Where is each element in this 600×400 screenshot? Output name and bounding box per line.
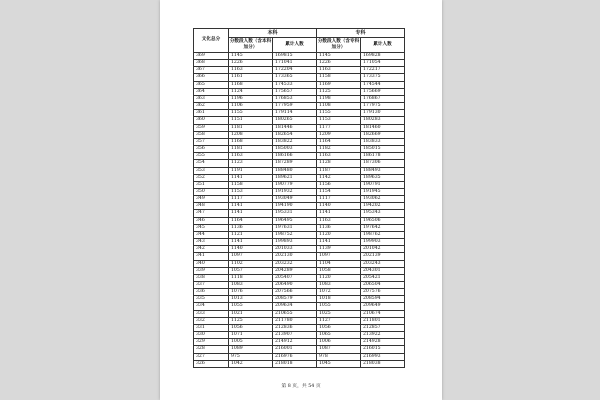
undergraduate-count-cell: 1141 — [229, 203, 273, 210]
score-cell: 337 — [194, 282, 229, 289]
junior-college-cumulative-cell: 191945 — [361, 188, 405, 195]
table-row — [194, 289, 405, 296]
junior-college-count-cell: 1128 — [317, 160, 361, 167]
score-cell: 342 — [194, 246, 229, 253]
undergraduate-cumulative-cell: 169815 — [273, 53, 317, 60]
junior-college-count-cell: 1158 — [317, 74, 361, 81]
junior-college-count-cell: 1156 — [317, 181, 361, 188]
junior-college-count-cell: 1154 — [317, 188, 361, 195]
table-row — [194, 196, 405, 203]
undergraduate-cumulative-cell: 179114 — [273, 110, 317, 117]
undergraduate-count-cell: 975 — [229, 353, 273, 360]
junior-college-cumulative-cell: 205421 — [361, 274, 405, 281]
undergraduate-cumulative-cell: 209634 — [273, 303, 317, 310]
undergraduate-cumulative-cell: 180265 — [273, 117, 317, 124]
undergraduate-cumulative-cell: 194190 — [273, 203, 317, 210]
junior-college-count-cell: 1055 — [317, 303, 361, 310]
table-row — [194, 124, 405, 131]
junior-college-count-cell: 1182 — [317, 146, 361, 153]
junior-college-count-cell: 1155 — [317, 110, 361, 117]
junior-college-cumulative-cell: 195343 — [361, 210, 405, 217]
table-row — [194, 303, 405, 310]
undergraduate-cumulative-cell: 190779 — [273, 181, 317, 188]
undergraduate-count-cell: 1155 — [229, 110, 273, 117]
score-cell: 345 — [194, 224, 229, 231]
junior-college-count-cell: 1125 — [317, 88, 361, 95]
undergraduate-cumulative-cell: 203232 — [273, 260, 317, 267]
junior-college-cumulative-cell: 214928 — [361, 339, 405, 346]
score-cell: 350 — [194, 188, 229, 195]
junior-college-cumulative-cell: 193062 — [361, 196, 405, 203]
undergraduate-count-cell: 1151 — [229, 117, 273, 124]
table-row — [194, 110, 405, 117]
junior-college-count-cell: 1198 — [317, 95, 361, 102]
junior-college-count-cell: 1083 — [317, 282, 361, 289]
score-cell: 333 — [194, 310, 229, 317]
score-cell: 328 — [194, 346, 229, 353]
table-row — [194, 210, 405, 217]
undergraduate-count-cell: 1140 — [229, 246, 273, 253]
page-number-footer: 第 8 页，共 54 页 — [281, 384, 321, 389]
table-row — [194, 138, 405, 145]
undergraduate-count-cell: 1153 — [229, 188, 273, 195]
score-cell: 335 — [194, 296, 229, 303]
score-cell: 364 — [194, 88, 229, 95]
undergraduate-cumulative-cell: 186166 — [273, 153, 317, 160]
table-row — [194, 117, 405, 124]
junior-college-count-cell: 1139 — [317, 246, 361, 253]
undergraduate-cumulative-cell: 172204 — [273, 67, 317, 74]
undergraduate-count-cell: 1191 — [229, 167, 273, 174]
undergraduate-cumulative-cell: 205407 — [273, 274, 317, 281]
junior-college-cumulative-cell: 206504 — [361, 282, 405, 289]
table-row — [194, 353, 405, 360]
junior-college-cumulative-cell: 180283 — [361, 117, 405, 124]
undergraduate-count-cell: 1141 — [229, 210, 273, 217]
junior-college-cumulative-cell: 197642 — [361, 224, 405, 231]
undergraduate-cumulative-cell: 183822 — [273, 138, 317, 145]
undergraduate-count-cell: 1057 — [229, 267, 273, 274]
undergraduate-cumulative-cell: 202130 — [273, 253, 317, 260]
score-cell: 352 — [194, 174, 229, 181]
undergraduate-count-cell: 1121 — [229, 231, 273, 238]
score-cell: 331 — [194, 324, 229, 331]
undergraduate-cumulative-cell: 218018 — [273, 360, 317, 367]
junior-college-count-cell: 1163 — [317, 217, 361, 224]
junior-college-count-cell: 1141 — [317, 239, 361, 246]
junior-college-count-cell: 1117 — [317, 196, 361, 203]
table-row — [194, 346, 405, 353]
junior-college-count-cell: 1018 — [317, 296, 361, 303]
junior-college-cumulative-cell: 218038 — [361, 360, 405, 367]
score-cell: 330 — [194, 332, 229, 339]
undergraduate-cumulative-cell: 188480 — [273, 167, 317, 174]
undergraduate-count-cell: 1181 — [229, 146, 273, 153]
undergraduate-count-cell: 1124 — [229, 88, 273, 95]
undergraduate-cumulative-cell: 181446 — [273, 124, 317, 131]
table-row — [194, 231, 405, 238]
junior-college-count-cell: 1120 — [317, 274, 361, 281]
junior-college-cumulative-cell: 208594 — [361, 296, 405, 303]
table-row — [194, 167, 405, 174]
score-cell: 355 — [194, 153, 229, 160]
undergraduate-count-cell: 1158 — [229, 181, 273, 188]
junior-college-count-cell: 1097 — [317, 253, 361, 260]
score-cell: 349 — [194, 196, 229, 203]
score-cell: 354 — [194, 160, 229, 167]
junior-college-cumulative-cell: 182669 — [361, 131, 405, 138]
undergraduate-cumulative-cell: 199893 — [273, 239, 317, 246]
table-row — [194, 160, 405, 167]
table-row — [194, 74, 405, 81]
junior-college-cumulative-cell: 216015 — [361, 346, 405, 353]
junior-college-cumulative-cell: 190791 — [361, 181, 405, 188]
undergraduate-cumulative-header: 累计人数 — [273, 38, 317, 53]
junior-college-cumulative-cell: 189635 — [361, 174, 405, 181]
undergraduate-cumulative-cell: 201033 — [273, 246, 317, 253]
junior-college-cumulative-cell: 183833 — [361, 138, 405, 145]
undergraduate-cumulative-cell: 193049 — [273, 196, 317, 203]
table-row — [194, 174, 405, 181]
junior-college-cumulative-cell: 207576 — [361, 289, 405, 296]
table-row — [194, 317, 405, 324]
score-column-header: 文化总分 — [194, 29, 229, 53]
junior-college-count-cell: 1141 — [317, 210, 361, 217]
junior-college-cumulative-cell: 196506 — [361, 217, 405, 224]
undergraduate-count-cell: 1118 — [229, 274, 273, 281]
junior-college-cumulative-cell: 194202 — [361, 203, 405, 210]
table-row — [194, 53, 405, 60]
table-row — [194, 146, 405, 153]
junior-college-cumulative-cell: 212857 — [361, 324, 405, 331]
score-cell: 340 — [194, 260, 229, 267]
score-cell: 326 — [194, 360, 229, 367]
undergraduate-count-cell: 1097 — [229, 253, 273, 260]
junior-college-cumulative-cell: 179130 — [361, 110, 405, 117]
undergraduate-cumulative-cell: 191932 — [273, 188, 317, 195]
undergraduate-count-cell: 1089 — [229, 346, 273, 353]
undergraduate-count-cell: 1123 — [229, 160, 273, 167]
score-cell: 339 — [194, 267, 229, 274]
undergraduate-count-cell: 1005 — [229, 339, 273, 346]
score-cell: 360 — [194, 117, 229, 124]
table-row — [194, 260, 405, 267]
undergraduate-cumulative-cell: 211780 — [273, 317, 317, 324]
table-row — [194, 310, 405, 317]
score-cell: 356 — [194, 146, 229, 153]
score-cell: 347 — [194, 210, 229, 217]
undergraduate-cumulative-cell: 214912 — [273, 339, 317, 346]
junior-college-cumulative-header: 累计人数 — [361, 38, 405, 53]
undergraduate-cumulative-cell: 212836 — [273, 324, 317, 331]
junior-college-cumulative-cell: 175669 — [361, 88, 405, 95]
table-row — [194, 67, 405, 74]
undergraduate-count-cell: 1136 — [229, 224, 273, 231]
junior-college-cumulative-cell: 185015 — [361, 146, 405, 153]
table-row — [194, 224, 405, 231]
document-page — [160, 0, 442, 400]
junior-college-count-cell: 1108 — [317, 103, 361, 110]
table-row — [194, 95, 405, 102]
table-row — [194, 60, 405, 67]
undergraduate-count-cell: 1021 — [229, 310, 273, 317]
table-row — [194, 253, 405, 260]
score-cell: 351 — [194, 181, 229, 188]
junior-college-count-cell: 1209 — [317, 131, 361, 138]
table-row — [194, 332, 405, 339]
undergraduate-count-cell: 1226 — [229, 60, 273, 67]
undergraduate-count-cell: 1117 — [229, 196, 273, 203]
score-cell: 367 — [194, 67, 229, 74]
junior-college-count-cell: 1072 — [317, 289, 361, 296]
junior-college-count-cell: 1056 — [317, 324, 361, 331]
score-cell: 343 — [194, 239, 229, 246]
table-row — [194, 103, 405, 110]
undergraduate-cumulative-cell: 198752 — [273, 231, 317, 238]
undergraduate-cumulative-cell: 207566 — [273, 289, 317, 296]
junior-college-count-cell: 1104 — [317, 260, 361, 267]
junior-college-count-cell: 1142 — [317, 174, 361, 181]
table-row — [194, 88, 405, 95]
table-row — [194, 81, 405, 88]
undergraduate-count-cell: 1161 — [229, 74, 273, 81]
score-cell: 357 — [194, 138, 229, 145]
table-row — [194, 217, 405, 224]
score-cell: 327 — [194, 353, 229, 360]
score-cell: 365 — [194, 81, 229, 88]
score-cell: 344 — [194, 231, 229, 238]
score-cell: 338 — [194, 274, 229, 281]
junior-college-segment-count-header: 分数段人数（含专科加分） — [317, 38, 361, 53]
table-row — [194, 246, 405, 253]
table-row — [194, 360, 405, 367]
undergraduate-count-cell: 1141 — [229, 239, 273, 246]
junior-college-cumulative-cell: 211801 — [361, 317, 405, 324]
undergraduate-cumulative-cell: 185003 — [273, 146, 317, 153]
undergraduate-cumulative-cell: 175657 — [273, 88, 317, 95]
score-cell: 336 — [194, 289, 229, 296]
junior-college-cumulative-cell: 171054 — [361, 60, 405, 67]
undergraduate-count-cell: 1076 — [229, 289, 273, 296]
undergraduate-cumulative-cell: 204289 — [273, 267, 317, 274]
junior-college-count-cell: 1045 — [317, 360, 361, 367]
table-row — [194, 296, 405, 303]
junior-college-count-cell: 1087 — [317, 346, 361, 353]
score-cell: 334 — [194, 303, 229, 310]
table-row — [194, 188, 405, 195]
table-row — [194, 339, 405, 346]
undergraduate-cumulative-cell: 197631 — [273, 224, 317, 231]
junior-college-cumulative-cell: 172217 — [361, 67, 405, 74]
undergraduate-cumulative-cell: 216001 — [273, 346, 317, 353]
junior-college-cumulative-cell: 213922 — [361, 332, 405, 339]
junior-college-cumulative-cell: 198762 — [361, 231, 405, 238]
undergraduate-count-cell: 1071 — [229, 332, 273, 339]
junior-college-cumulative-cell: 199903 — [361, 239, 405, 246]
junior-college-count-cell: 1065 — [317, 332, 361, 339]
junior-college-count-cell: 1006 — [317, 339, 361, 346]
table-row — [194, 324, 405, 331]
undergraduate-count-cell: 1083 — [229, 282, 273, 289]
table-row — [194, 274, 405, 281]
score-distribution-table — [193, 28, 405, 368]
junior-college-cumulative-cell: 174544 — [361, 81, 405, 88]
undergraduate-count-cell: 1013 — [229, 296, 273, 303]
undergraduate-count-cell: 1055 — [229, 303, 273, 310]
undergraduate-count-cell: 1102 — [229, 260, 273, 267]
table-row — [194, 203, 405, 210]
junior-college-cumulative-cell: 173375 — [361, 74, 405, 81]
junior-college-cumulative-cell: 188493 — [361, 167, 405, 174]
table-row — [194, 282, 405, 289]
score-cell: 346 — [194, 217, 229, 224]
score-cell: 361 — [194, 110, 229, 117]
score-cell: 353 — [194, 167, 229, 174]
undergraduate-cumulative-cell: 210655 — [273, 310, 317, 317]
junior-college-cumulative-cell: 187306 — [361, 160, 405, 167]
undergraduate-count-cell: 1106 — [229, 103, 273, 110]
undergraduate-cumulative-cell: 216976 — [273, 353, 317, 360]
score-cell: 363 — [194, 95, 229, 102]
undergraduate-cumulative-cell: 195331 — [273, 210, 317, 217]
undergraduate-count-cell: 1056 — [229, 324, 273, 331]
junior-college-cumulative-cell: 181460 — [361, 124, 405, 131]
junior-college-count-cell: 1127 — [317, 317, 361, 324]
junior-college-count-cell: 1226 — [317, 60, 361, 67]
junior-college-count-cell: 1025 — [317, 310, 361, 317]
junior-college-count-cell: 1163 — [317, 67, 361, 74]
junior-college-cumulative-cell: 203243 — [361, 260, 405, 267]
undergraduate-cumulative-cell: 173365 — [273, 74, 317, 81]
undergraduate-count-cell: 1163 — [229, 67, 273, 74]
undergraduate-count-cell: 1145 — [229, 53, 273, 60]
undergraduate-count-cell: 1181 — [229, 124, 273, 131]
undergraduate-cumulative-cell: 182654 — [273, 131, 317, 138]
table-row — [194, 267, 405, 274]
score-cell: 369 — [194, 53, 229, 60]
score-cell: 362 — [194, 103, 229, 110]
score-cell: 368 — [194, 60, 229, 67]
junior-college-count-cell: 1140 — [317, 203, 361, 210]
score-cell: 359 — [194, 124, 229, 131]
undergraduate-count-cell: 1208 — [229, 131, 273, 138]
undergraduate-segment-count-header: 分数段人数（含本科加分） — [229, 38, 273, 53]
junior-college-cumulative-cell: 210674 — [361, 310, 405, 317]
junior-college-count-cell: 1169 — [317, 81, 361, 88]
table-row — [194, 181, 405, 188]
undergraduate-cumulative-cell: 213907 — [273, 332, 317, 339]
junior-college-count-cell: 1136 — [317, 224, 361, 231]
junior-college-cumulative-cell: 169828 — [361, 53, 405, 60]
junior-college-count-cell: 1163 — [317, 153, 361, 160]
undergraduate-group-header: 本科 — [229, 29, 317, 38]
junior-college-cumulative-cell: 176867 — [361, 95, 405, 102]
junior-college-count-cell: 978 — [317, 353, 361, 360]
undergraduate-cumulative-cell: 174533 — [273, 81, 317, 88]
junior-college-cumulative-cell: 216993 — [361, 353, 405, 360]
undergraduate-count-cell: 1163 — [229, 153, 273, 160]
undergraduate-count-cell: 1196 — [229, 95, 273, 102]
undergraduate-cumulative-cell: 206490 — [273, 282, 317, 289]
junior-college-count-cell: 1120 — [317, 231, 361, 238]
junior-college-count-cell: 1145 — [317, 53, 361, 60]
junior-college-cumulative-cell: 186178 — [361, 153, 405, 160]
undergraduate-count-cell: 1042 — [229, 360, 273, 367]
undergraduate-count-cell: 1164 — [229, 217, 273, 224]
junior-college-cumulative-cell: 204301 — [361, 267, 405, 274]
table-row — [194, 153, 405, 160]
junior-college-cumulative-cell: 202139 — [361, 253, 405, 260]
junior-college-group-header: 专科 — [317, 29, 405, 38]
junior-college-cumulative-cell: 177975 — [361, 103, 405, 110]
score-cell: 341 — [194, 253, 229, 260]
junior-college-count-cell: 1153 — [317, 117, 361, 124]
table-body — [194, 53, 405, 368]
junior-college-cumulative-cell: 201042 — [361, 246, 405, 253]
undergraduate-cumulative-cell: 176853 — [273, 95, 317, 102]
undergraduate-count-cell: 1125 — [229, 317, 273, 324]
junior-college-count-cell: 1058 — [317, 267, 361, 274]
junior-college-count-cell: 1164 — [317, 138, 361, 145]
score-cell: 332 — [194, 317, 229, 324]
undergraduate-count-cell: 1168 — [229, 81, 273, 88]
score-cell: 358 — [194, 131, 229, 138]
undergraduate-cumulative-cell: 187289 — [273, 160, 317, 167]
table-header-row — [194, 29, 405, 38]
undergraduate-cumulative-cell: 171041 — [273, 60, 317, 67]
score-cell: 329 — [194, 339, 229, 346]
score-cell: 348 — [194, 203, 229, 210]
undergraduate-cumulative-cell: 208579 — [273, 296, 317, 303]
undergraduate-cumulative-cell: 196495 — [273, 217, 317, 224]
junior-college-count-cell: 1177 — [317, 124, 361, 131]
undergraduate-cumulative-cell: 189621 — [273, 174, 317, 181]
undergraduate-count-cell: 1168 — [229, 138, 273, 145]
table-row — [194, 131, 405, 138]
undergraduate-cumulative-cell: 177959 — [273, 103, 317, 110]
undergraduate-count-cell: 1141 — [229, 174, 273, 181]
table-row — [194, 239, 405, 246]
junior-college-cumulative-cell: 209649 — [361, 303, 405, 310]
junior-college-count-cell: 1187 — [317, 167, 361, 174]
score-cell: 366 — [194, 74, 229, 81]
